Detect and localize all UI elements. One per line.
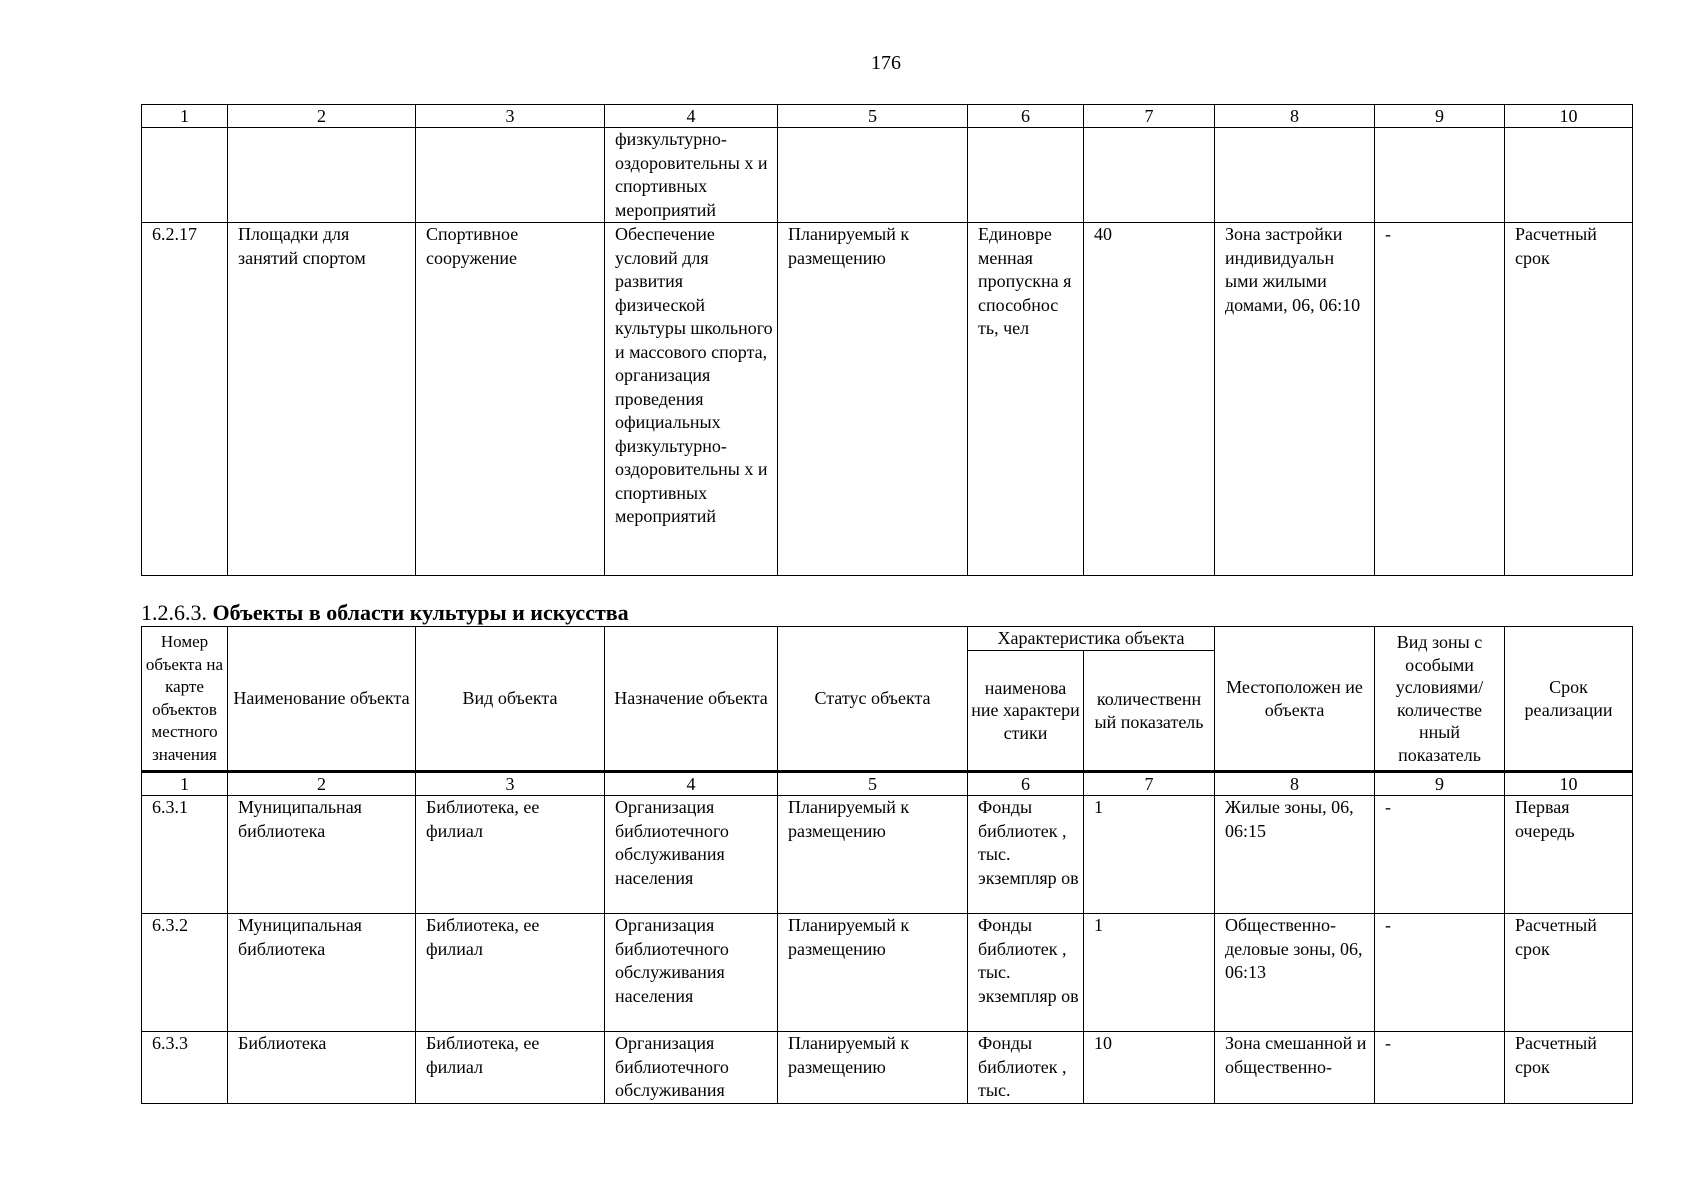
column-number: 2 [228, 772, 416, 796]
table-row [142, 128, 1633, 223]
header-row [142, 627, 1633, 651]
table-cell: - [1375, 914, 1505, 1032]
column-number: 5 [778, 105, 968, 128]
table-cell: 1 [1084, 796, 1215, 914]
table-cell: 10 [1084, 1032, 1215, 1104]
header-location: Местоположен ие объекта [1215, 627, 1375, 772]
table-cell: Зона застройки индивидуальн ыми жилыми домами, 06, 06:10 [1215, 223, 1375, 576]
header-object-name: Наименование объекта [228, 627, 416, 772]
table-row [142, 223, 1633, 576]
table-cell: - [1375, 1032, 1505, 1104]
table-cell: Фонды библиотек , тыс. [968, 1032, 1084, 1104]
column-number: 10 [1505, 772, 1633, 796]
header-term: Срок реализации [1505, 627, 1633, 772]
table-cell: 6.3.3 [142, 1032, 228, 1104]
column-number: 3 [416, 105, 605, 128]
table-cell: Спортивное сооружение [416, 223, 605, 576]
column-number: 7 [1084, 105, 1215, 128]
section-number: 1.2.6.3. [141, 600, 207, 625]
header-object-status: Статус объекта [778, 627, 968, 772]
table-row [142, 914, 1633, 1032]
table-cell: - [1375, 796, 1505, 914]
header-quantity-indicator: количественн ый показатель [1084, 651, 1215, 772]
header-object-purpose: Назначение объекта [605, 627, 778, 772]
header-characteristic-group: Характеристика объекта [968, 627, 1215, 651]
table-cell [1505, 128, 1633, 223]
column-number: 8 [1215, 772, 1375, 796]
table-cell: Расчетный срок [1505, 1032, 1633, 1104]
table-row [142, 796, 1633, 914]
column-number-row [142, 772, 1633, 796]
sports-objects-table-continued [141, 104, 1633, 576]
column-number: 9 [1375, 772, 1505, 796]
table-cell: 1 [1084, 914, 1215, 1032]
table-cell: Первая очередь [1505, 796, 1633, 914]
column-number: 9 [1375, 105, 1505, 128]
column-number: 1 [142, 772, 228, 796]
table-cell: Площадки для занятий спортом [228, 223, 416, 576]
table-cell: Общественно-деловые зоны, 06, 06:13 [1215, 914, 1375, 1032]
table-cell: Планируемый к размещению [778, 796, 968, 914]
table-cell [778, 128, 968, 223]
table-cell: Зона смешанной и общественно- [1215, 1032, 1375, 1104]
table-cell: Обеспечение условий для развития физической культуры школьного и массового спорта, организация проведения официальных физкультурно-оздоровительны х и спортивных мероприятий [605, 223, 778, 576]
table-cell: Жилые зоны, 06, 06:15 [1215, 796, 1375, 914]
table-cell: Организация библиотечного обслуживания [605, 1032, 778, 1104]
table-cell: Библиотека, ее филиал [416, 1032, 605, 1104]
column-number-row [142, 105, 1633, 128]
column-number: 8 [1215, 105, 1375, 128]
table-cell [1215, 128, 1375, 223]
table-cell: Организация библиотечного обслуживания населения [605, 796, 778, 914]
column-number: 3 [416, 772, 605, 796]
table-cell: 6.3.1 [142, 796, 228, 914]
column-number: 10 [1505, 105, 1633, 128]
column-number: 7 [1084, 772, 1215, 796]
column-number: 4 [605, 105, 778, 128]
section-heading [141, 600, 629, 626]
culture-objects-table [141, 626, 1633, 1104]
table-cell [1375, 128, 1505, 223]
column-number: 2 [228, 105, 416, 128]
header-object-number: Номер объекта на карте объектов местного значения [142, 627, 228, 772]
column-number: 6 [968, 772, 1084, 796]
table-cell [968, 128, 1084, 223]
table-cell: Библиотека [228, 1032, 416, 1104]
table-cell: Фонды библиотек , тыс. экземпляр ов [968, 914, 1084, 1032]
header-zone-type: Вид зоны с особыми условиями/ количестве нный показатель [1375, 627, 1505, 772]
table-cell: Муниципальная библиотека [228, 914, 416, 1032]
table-cell: Планируемый к размещению [778, 1032, 968, 1104]
table-cell [1084, 128, 1215, 223]
table-cell: Фонды библиотек , тыс. экземпляр ов [968, 796, 1084, 914]
section-title: Объекты в области культуры и искусства [212, 600, 629, 625]
table-cell: Библиотека, ее филиал [416, 796, 605, 914]
table-cell: Муниципальная библиотека [228, 796, 416, 914]
table-row [142, 1032, 1633, 1104]
column-number: 4 [605, 772, 778, 796]
column-number: 1 [142, 105, 228, 128]
table-cell [416, 128, 605, 223]
table-cell: Библиотека, ее филиал [416, 914, 605, 1032]
page-number: 176 [871, 52, 901, 74]
table-cell: Планируемый к размещению [778, 223, 968, 576]
table-cell: Планируемый к размещению [778, 914, 968, 1032]
table-cell: 40 [1084, 223, 1215, 576]
table-cell: Единовре менная пропускна я способнос ть, чел [968, 223, 1084, 576]
table-cell: Расчетный срок [1505, 223, 1633, 576]
table-cell: 6.2.17 [142, 223, 228, 576]
header-object-type: Вид объекта [416, 627, 605, 772]
table-cell [142, 128, 228, 223]
column-number: 5 [778, 772, 968, 796]
column-number: 6 [968, 105, 1084, 128]
table-cell: Организация библиотечного обслуживания населения [605, 914, 778, 1032]
table-cell: 6.3.2 [142, 914, 228, 1032]
table-cell [228, 128, 416, 223]
table-cell: - [1375, 223, 1505, 576]
header-characteristic-name: наименова ние характери стики [968, 651, 1084, 772]
table-cell: физкультурно-оздоровительны х и спортивных мероприятий [605, 128, 778, 223]
table-cell: Расчетный срок [1505, 914, 1633, 1032]
